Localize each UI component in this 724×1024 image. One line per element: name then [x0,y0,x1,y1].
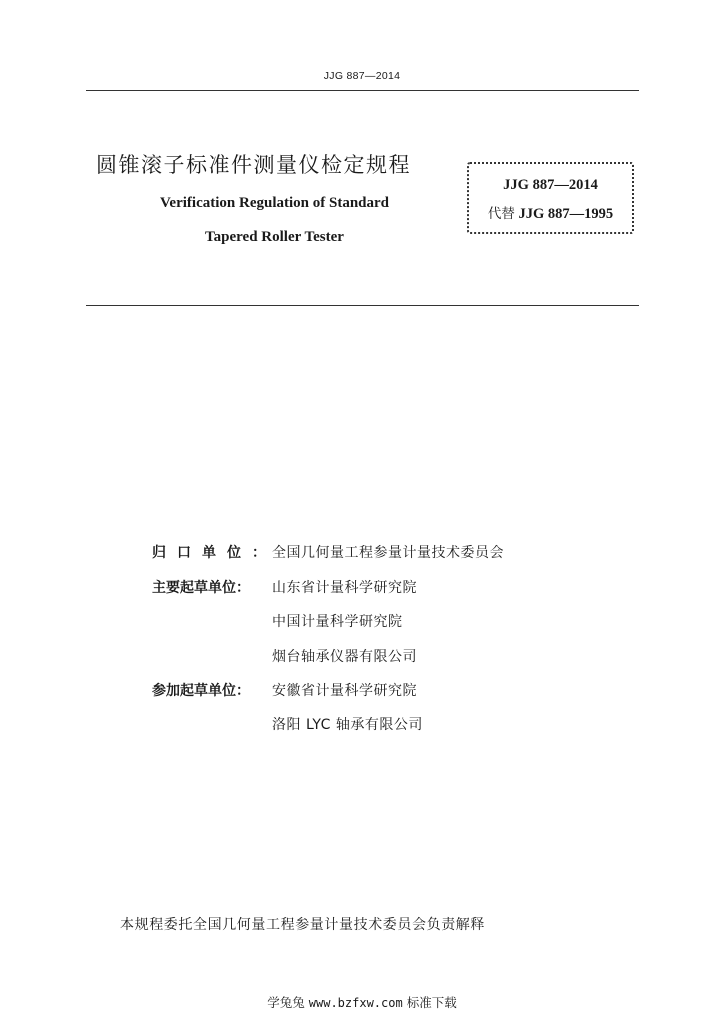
label-separator: ： [236,683,250,699]
header-rule [86,90,639,91]
section-rule [86,305,639,306]
watermark-site-name: 学兔兔 [267,995,305,1010]
label-separator: ： [236,580,250,596]
participating-units-label: 参加起草单位 [152,683,236,699]
watermark-tagline: 标准下载 [406,995,457,1010]
participating-unit: 安徽省计量科学研究院 [272,683,417,699]
running-header-code: JJG 887—2014 [323,70,401,82]
responsible-unit-label: 归口单位 [152,545,252,561]
watermark-url: www.bzfxw.com [308,996,403,1010]
drafting-units-label: 主要起草单位 [152,580,236,596]
participating-unit: 洛阳 LYC 轴承有限公司 [272,717,423,733]
drafting-units-label-row [152,577,270,597]
drafting-unit: 中国计量科学研究院 [272,614,403,630]
responsible-unit-label-row [152,542,270,562]
watermark [0,993,724,1011]
replaces-prefix: 代替 [487,206,515,222]
drafting-unit: 烟台轴承仪器有限公司 [272,649,417,665]
title-english-line2: Tapered Roller Tester [205,229,344,245]
standard-code: JJG 887—2014 [503,177,598,193]
title-english-line1: Verification Regulation of Standard [159,195,390,211]
participating-units-label-row [152,680,270,700]
standard-code-box [467,162,634,234]
label-separator: ： [252,545,266,561]
title-chinese: 圆锥滚子标准件测量仪检定规程 [96,153,411,177]
replaces-code: JJG 887—1995 [518,206,614,222]
drafting-unit: 山东省计量科学研究院 [272,580,417,596]
interpretation-note: 本规程委托全国几何量工程参量计量技术委员会负责解释 [120,917,485,933]
replaces-code-line [467,202,634,223]
responsible-unit-value: 全国几何量工程参量计量技术委员会 [272,545,504,561]
